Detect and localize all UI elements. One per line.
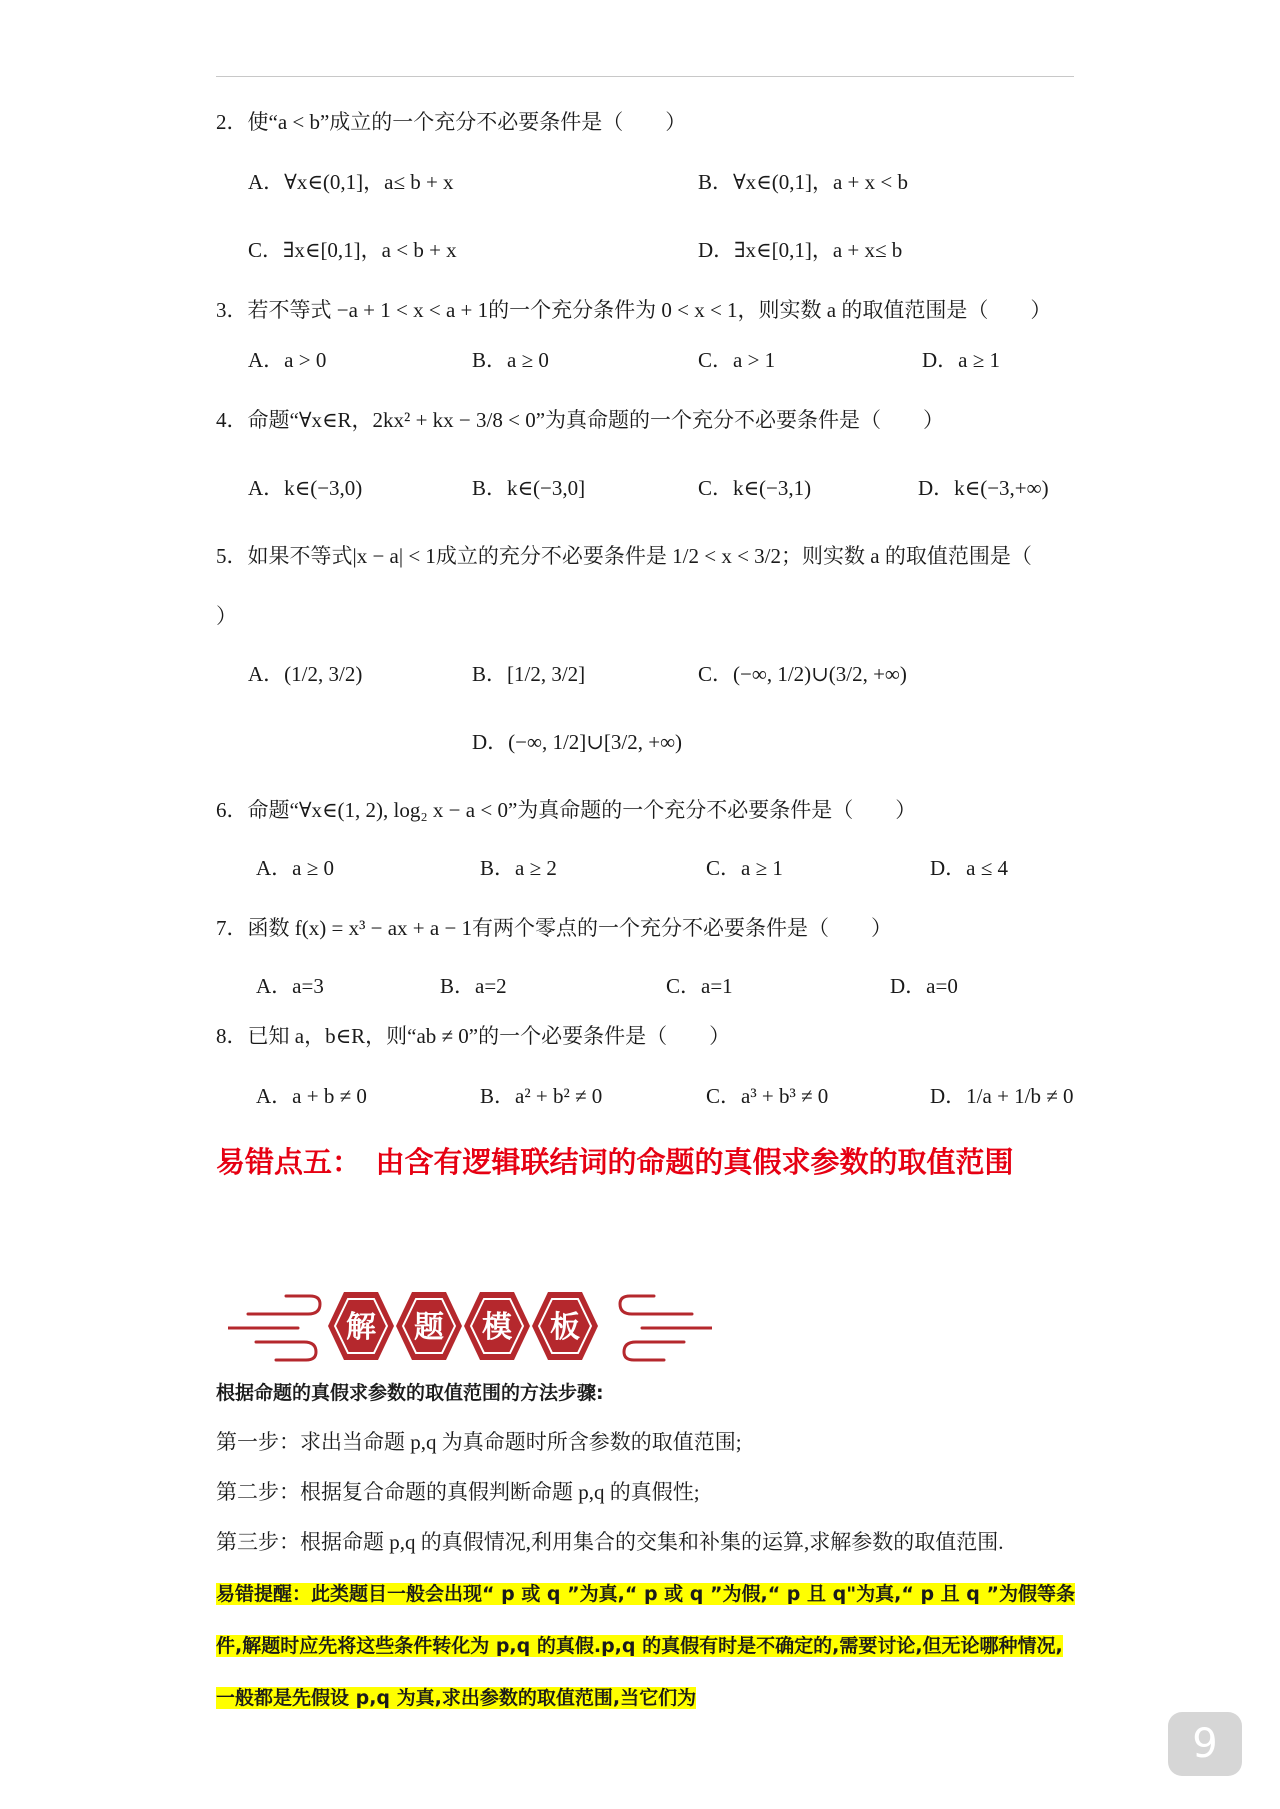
q2-option-b[interactable]: B．∀x∈(0,1]，a + x < b	[698, 170, 908, 194]
q7-option-a[interactable]: A．a=3	[256, 974, 324, 998]
q3-option-d[interactable]: D．a ≥ 1	[922, 348, 1001, 372]
warning-note	[216, 1568, 1076, 1724]
q2-option-c[interactable]: C．∃x∈[0,1]，a < b + x	[248, 238, 457, 262]
question-5: 5．如果不等式|x − a| < 1成立的充分不必要条件是 1/2 < x < 3/2；则实数 a 的取值范围是（	[216, 544, 1032, 568]
banner-hexagon-2	[396, 1292, 462, 1360]
page-number-badge: 9	[1168, 1712, 1242, 1776]
banner-hexagon-1	[328, 1292, 394, 1360]
warning-text: 易错提醒：此类题目一般会出现“ p 或 q ”为真,“ p 或 q ”为假,“ p 且 q"为真,“ p 且 q ”为假等条件,解题时应先将这些条件转化为 p,q 的真假.p,q 的真假有时是不确定的,需要讨论,但无论哪种情况,一般都是先假设 p,q 为真,求出参数的取值范围,当它们为	[216, 1583, 1075, 1709]
q3-option-b[interactable]: B．a ≥ 0	[472, 348, 549, 372]
banner-char-3: 模	[482, 1310, 512, 1345]
q5-option-a[interactable]: A．(1/2, 3/2)	[248, 662, 363, 686]
q2-option-d[interactable]: D．∃x∈[0,1]，a + x≤ b	[698, 238, 903, 262]
q7-option-c[interactable]: C．a=1	[666, 974, 733, 998]
section-heading: 易错点五： 由含有逻辑联结词的命题的真假求参数的取值范围	[216, 1145, 1014, 1179]
q7-option-b[interactable]: B．a=2	[440, 974, 507, 998]
step-2: 第二步：根据复合命题的真假判断命题 p,q 的真假性;	[216, 1480, 700, 1504]
q5-option-d[interactable]: D．(−∞, 1/2]∪[3/2, +∞)	[472, 730, 683, 754]
question-8: 8．已知 a，b∈R，则“ab ≠ 0”的一个必要条件是（ ）	[216, 1024, 731, 1048]
banner-char-2: 题	[414, 1310, 444, 1345]
q2-option-a[interactable]: A．∀x∈(0,1]，a≤ b + x	[248, 170, 454, 194]
cloud-ornament-left-icon	[228, 1296, 320, 1360]
q4-option-a[interactable]: A．k∈(−3,0)	[248, 476, 363, 500]
q6-option-b[interactable]: B．a ≥ 2	[480, 856, 557, 880]
q7-option-d[interactable]: D．a=0	[890, 974, 958, 998]
question-4: 4．命题“∀x∈R，2kx² + kx − 3/8 < 0”为真命题的一个充分不必要条件是（ ）	[216, 408, 945, 432]
q4-option-b[interactable]: B．k∈(−3,0]	[472, 476, 586, 500]
step-3: 第三步：根据命题 p,q 的真假情况,利用集合的交集和补集的运算,求解参数的取值范围.	[216, 1530, 1004, 1554]
question-2: 2．使“a < b”成立的一个充分不必要条件是（ ）	[216, 110, 687, 134]
question-5-cont: ）	[216, 604, 237, 628]
banner-char-4: 板	[550, 1310, 580, 1345]
q4-option-d[interactable]: D．k∈(−3,+∞)	[918, 476, 1049, 500]
step-1: 第一步：求出当命题 p,q 为真命题时所含参数的取值范围;	[216, 1430, 742, 1454]
q8-option-c[interactable]: C．a³ + b³ ≠ 0	[706, 1084, 829, 1108]
q3-option-a[interactable]: A．a > 0	[248, 348, 327, 372]
q8-option-d[interactable]: D．1/a + 1/b ≠ 0	[930, 1084, 1074, 1108]
q5-option-b[interactable]: B．[1/2, 3/2]	[472, 662, 586, 686]
steps-title: 根据命题的真假求参数的取值范围的方法步骤:	[216, 1382, 604, 1404]
q8-option-a[interactable]: A．a + b ≠ 0	[256, 1084, 367, 1108]
q3-option-c[interactable]: C．a > 1	[698, 348, 776, 372]
q5-option-c[interactable]: C．(−∞, 1/2)∪(3/2, +∞)	[698, 662, 907, 686]
q6-option-d[interactable]: D．a ≤ 4	[930, 856, 1009, 880]
question-6: 6．命题“∀x∈(1, 2), log₂ x − a < 0”为真命题的一个充分不必要条件是（ ）	[216, 798, 917, 822]
top-rule	[216, 76, 1074, 77]
banner-hexagon-3	[464, 1292, 530, 1360]
q4-option-c[interactable]: C．k∈(−3,1)	[698, 476, 812, 500]
banner-hexagon-4	[532, 1292, 598, 1360]
q6-option-c[interactable]: C．a ≥ 1	[706, 856, 783, 880]
banner-char-1: 解	[346, 1310, 376, 1345]
cloud-ornament-right-icon	[620, 1296, 712, 1360]
question-7: 7．函数 f(x) = x³ − ax + a − 1有两个零点的一个充分不必要条件是（ ）	[216, 916, 893, 940]
question-3: 3．若不等式 −a + 1 < x < a + 1的一个充分条件为 0 < x < 1，则实数 a 的取值范围是（ ）	[216, 298, 1052, 322]
q8-option-b[interactable]: B．a² + b² ≠ 0	[480, 1084, 603, 1108]
q6-option-a[interactable]: A．a ≥ 0	[256, 856, 335, 880]
solution-template-banner	[228, 1278, 712, 1374]
